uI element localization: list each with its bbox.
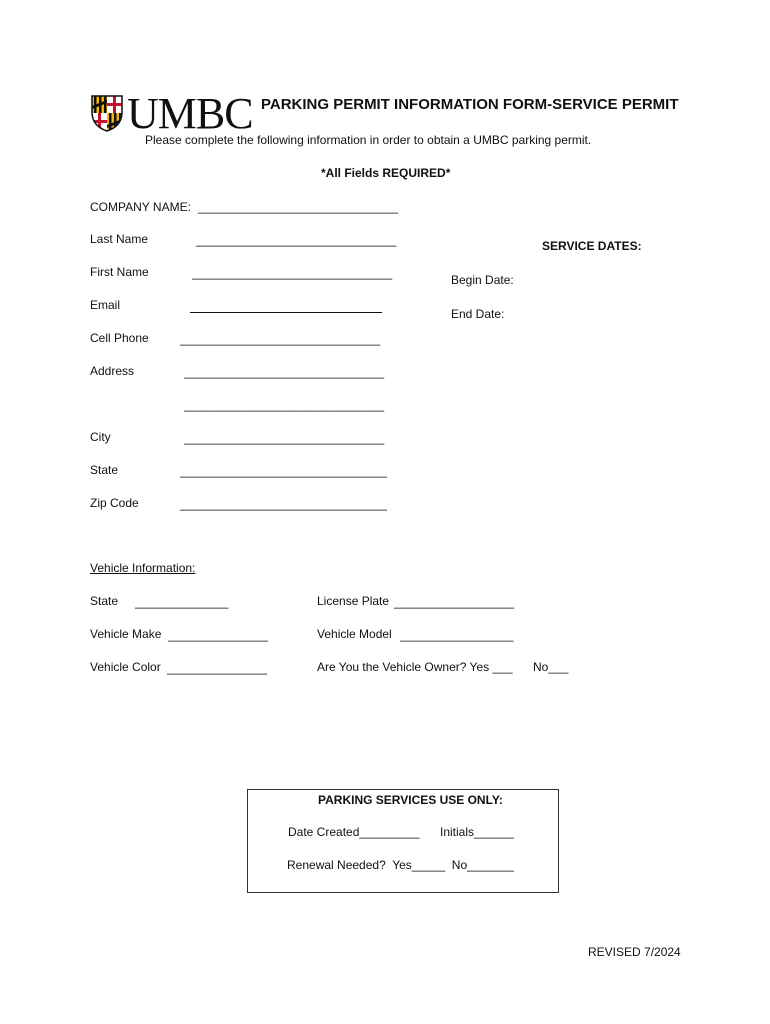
umbc-wordmark: UMBC	[127, 89, 253, 138]
address-field-line-2[interactable]: ______________________________	[184, 398, 385, 412]
state-field[interactable]: _______________________________	[180, 464, 387, 478]
company-name-label: COMPANY NAME:	[90, 200, 191, 214]
end-date-label[interactable]: End Date:	[451, 307, 505, 321]
last-name-field[interactable]: ______________________________	[196, 233, 397, 247]
vehicle-color-field[interactable]: _______________	[167, 661, 268, 675]
service-dates-heading: SERVICE DATES:	[542, 239, 642, 253]
date-created-field[interactable]: Date Created_________	[288, 825, 420, 839]
zip-code-label: Zip Code	[90, 496, 139, 510]
license-plate-label: License Plate	[317, 594, 393, 608]
revision-note: REVISED 7/2024	[588, 945, 681, 959]
office-use-heading: PARKING SERVICES USE ONLY:	[318, 793, 503, 807]
address-label: Address	[90, 364, 135, 378]
vehicle-make-field[interactable]: _______________	[168, 628, 269, 642]
vehicle-info-heading: Vehicle Information:	[90, 561, 196, 575]
license-plate-field[interactable]: __________________	[394, 595, 515, 609]
email-field[interactable]	[190, 312, 382, 313]
vehicle-state-field[interactable]: ______________	[135, 595, 229, 609]
address-field-line-1[interactable]: ______________________________	[184, 365, 385, 379]
vehicle-owner-yes[interactable]: Are You the Vehicle Owner? Yes ___	[317, 660, 513, 674]
umbc-logo	[90, 89, 255, 138]
begin-date-label[interactable]: Begin Date:	[451, 273, 514, 287]
state-label: State	[90, 463, 119, 477]
zip-code-field[interactable]: _______________________________	[180, 497, 387, 511]
first-name-label: First Name	[90, 265, 149, 279]
initials-field[interactable]: Initials______	[440, 825, 515, 839]
vehicle-make-label: Vehicle Make	[90, 627, 165, 641]
maryland-flag-shield-icon	[90, 94, 124, 132]
instructions: Please complete the following information in order to obtain a UMBC parking permit.	[145, 133, 592, 147]
cell-phone-field[interactable]: ______________________________	[180, 332, 381, 346]
vehicle-owner-no[interactable]: No___	[533, 660, 569, 674]
city-field[interactable]: ______________________________	[184, 431, 385, 445]
vehicle-model-label: Vehicle Model	[317, 627, 396, 641]
form-title: PARKING PERMIT INFORMATION FORM-SERVICE PERMIT	[261, 96, 679, 113]
vehicle-state-label: State	[90, 594, 119, 608]
last-name-label: Last Name	[90, 232, 149, 246]
city-label: City	[90, 430, 111, 444]
vehicle-model-field[interactable]: _________________	[400, 628, 514, 642]
renewal-needed-field[interactable]: Renewal Needed? Yes_____ No_______	[287, 858, 514, 872]
email-label: Email	[90, 298, 121, 312]
vehicle-color-label: Vehicle Color	[90, 660, 165, 674]
required-note: *All Fields REQUIRED*	[321, 166, 451, 180]
company-name-field[interactable]: ______________________________	[198, 200, 399, 214]
cell-phone-label: Cell Phone	[90, 331, 149, 345]
first-name-field[interactable]: ______________________________	[192, 266, 393, 280]
